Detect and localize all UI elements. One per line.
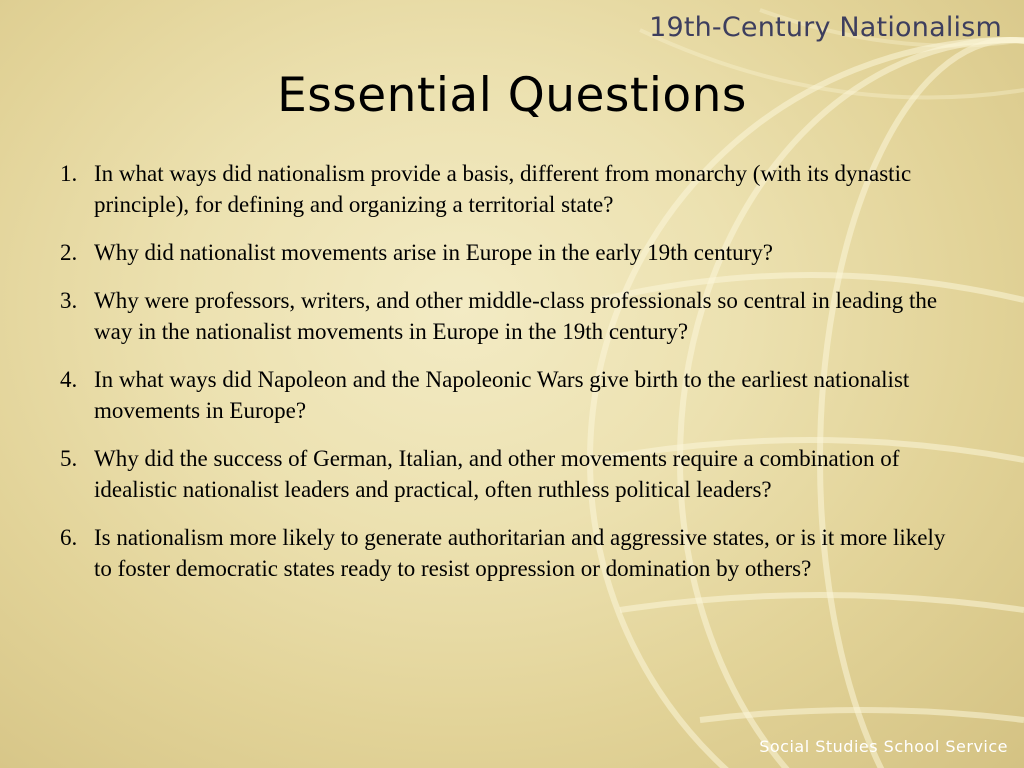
question-text: Why did the success of German, Italian, and other movements require a combination of idealistic nationalist leaders and practical, often ruthless political leaders? (94, 446, 900, 502)
question-number: 3. (60, 288, 78, 313)
publisher-credit: Social Studies School Service (759, 737, 1008, 756)
question-item (60, 285, 965, 347)
question-text: Why were professors, writers, and other middle-class professionals so central in leading the way in the nationalist movements in Europe in the 19th century? (94, 288, 938, 344)
question-item (60, 364, 965, 426)
question-item (60, 158, 965, 220)
question-number: 4. (60, 367, 78, 392)
question-number: 6. (60, 525, 78, 550)
question-item (60, 443, 965, 505)
question-text: Is nationalism more likely to generate authoritarian and aggressive states, or is it more likely to foster democratic states ready to resist oppression or domination by others? (94, 525, 946, 581)
question-number: 2. (60, 240, 78, 265)
section-title: 19th-Century Nationalism (649, 12, 1002, 43)
question-item (60, 522, 965, 584)
slide-title: Essential Questions (277, 68, 747, 123)
question-text: In what ways did nationalism provide a basis, different from monarchy (with its dynastic principle), for defining and organizing a territorial state? (94, 161, 912, 217)
question-item (60, 237, 965, 268)
question-text: Why did nationalist movements arise in Europe in the early 19th century? (94, 240, 773, 265)
question-number: 5. (60, 446, 78, 471)
question-text: In what ways did Napoleon and the Napoleonic Wars give birth to the earliest nationalist movements in Europe? (94, 367, 910, 423)
question-number: 1. (60, 161, 78, 186)
questions-list (60, 158, 965, 601)
